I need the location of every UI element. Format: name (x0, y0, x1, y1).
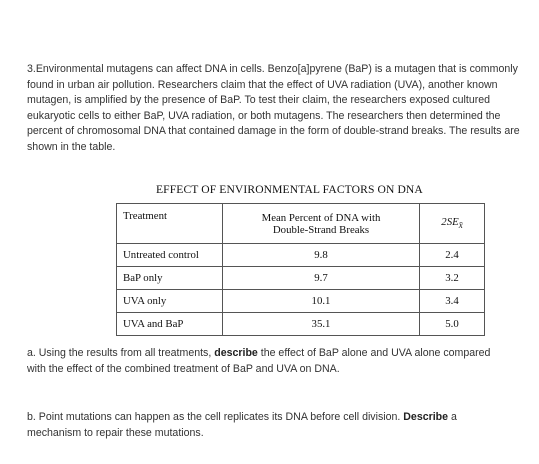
question-b-before: b. Point mutations can happen as the cell replicates its DNA before cell division. (27, 411, 404, 423)
cell-mean: 10.1 (223, 290, 420, 313)
header-treatment: Treatment (117, 204, 223, 244)
question-a-before: a. Using the results from all treatments, (27, 347, 215, 359)
cell-mean: 9.7 (223, 267, 420, 290)
question-b-after: a mechanism to repair these mutations. (27, 411, 457, 439)
header-se-subscript: x̄ (458, 220, 463, 231)
question-b-verb: Describe (403, 411, 449, 423)
table-header-row (117, 204, 485, 244)
cell-se: 2.4 (420, 244, 485, 267)
cell-se: 3.4 (420, 290, 485, 313)
cell-treatment: Untreated control (117, 244, 223, 267)
question-a (27, 346, 507, 377)
cell-mean: 35.1 (223, 313, 420, 336)
table-title: EFFECT OF ENVIRONMENTAL FACTORS ON DNA (156, 183, 423, 196)
intro-paragraph: 3.Environmental mutagens can affect DNA in cells. Benzo[a]pyrene (BaP) is a mutagen that is commonly found in urban air pollution. Researchers claim that the effect of UVA radiation (UVA), another known mutagen, is amplified by the presence of BaP. To test their claim, the researchers exposed cultured eukaryotic cells to either BaP, UVA radiation, or both mutagens. The researchers then determined the percent of chromosomal DNA that contained damage in the form of double-strand breaks. The results are shown in the table. (27, 63, 520, 153)
table-row (117, 267, 485, 290)
question-a-after: the effect of BaP alone and UVA alone compared with the effect of the combined treatment of BaP and UVA on DNA. (27, 347, 491, 375)
question-b (27, 410, 507, 441)
table-row (117, 313, 485, 336)
results-table (116, 203, 485, 336)
table-row (117, 290, 485, 313)
header-mean-percent (223, 204, 420, 244)
question-a-verb: describe (214, 347, 258, 359)
header-mean-line1: Mean Percent of DNA with (261, 211, 381, 224)
cell-se: 3.2 (420, 267, 485, 290)
cell-treatment: UVA and BaP (117, 313, 223, 336)
table-row (117, 244, 485, 267)
cell-mean: 9.8 (223, 244, 420, 267)
cell-se: 5.0 (420, 313, 485, 336)
header-mean-line2: Double-Strand Breaks (272, 223, 370, 236)
cell-treatment: UVA only (117, 290, 223, 313)
cell-treatment: BaP only (117, 267, 223, 290)
header-standard-error (420, 204, 485, 244)
header-se-label: 2SE (441, 216, 459, 229)
